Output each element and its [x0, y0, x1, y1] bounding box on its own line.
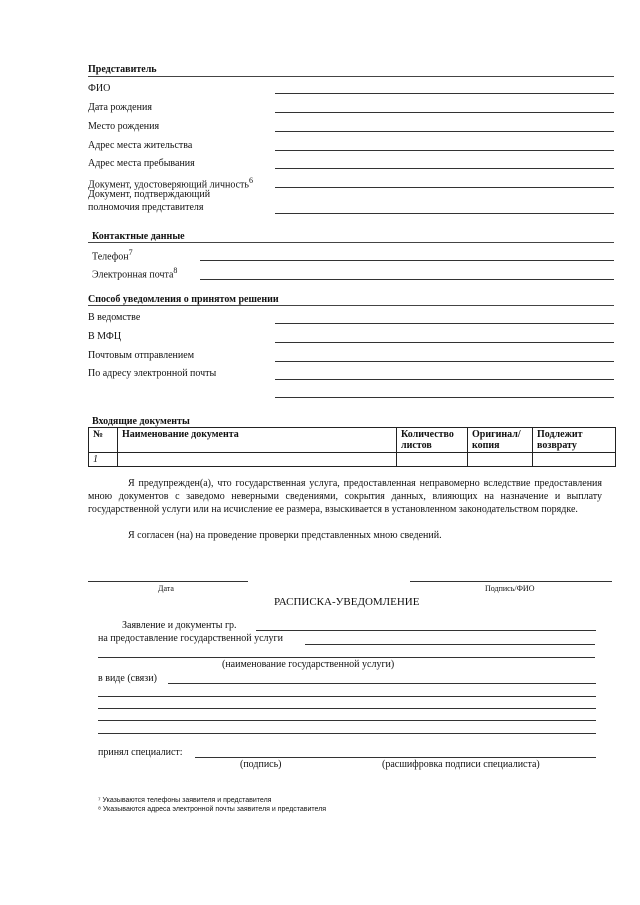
representative-heading: Представитель	[88, 64, 157, 75]
phone-text: Телефон	[92, 251, 129, 263]
email-field[interactable]	[200, 279, 614, 280]
service-name-caption: (наименование государственной услуги)	[222, 659, 395, 670]
date-caption: Дата	[158, 584, 174, 593]
specialist-field[interactable]	[195, 757, 596, 758]
id-document-text: Документ, удостоверяющий личность	[88, 179, 249, 191]
table-cell[interactable]	[397, 453, 468, 467]
consent-paragraph: Я согласен (на) на проведение проверки представленных мною сведений.	[128, 530, 442, 541]
incoming-docs-heading: Входящие документы	[92, 416, 190, 427]
notify-email-field[interactable]	[275, 379, 614, 380]
notify-email-field-2[interactable]	[275, 397, 614, 398]
notification-heading: Способ уведомления о принятом решении	[88, 294, 279, 305]
specialist-sign-caption: (подпись)	[240, 759, 282, 770]
notify-mfc-field[interactable]	[275, 342, 614, 343]
col-doc-name: Наименование документа	[118, 428, 397, 453]
col-number: №	[89, 428, 118, 453]
notify-option-mfc: В МФЦ	[88, 331, 122, 342]
specialist-decode-caption: (расшифровка подписи специалиста)	[382, 759, 540, 770]
receipt-applicant-label: Заявление и документы гр.	[122, 620, 237, 631]
table-header-row	[89, 428, 616, 453]
fio-label: ФИО	[88, 83, 111, 94]
notify-option-email: По адресу электронной почты	[88, 368, 217, 379]
id-document-field[interactable]	[275, 187, 614, 188]
table-cell[interactable]	[468, 453, 533, 467]
authority-doc-label-1: Документ, подтверждающий	[88, 189, 211, 200]
signature-caption: Подпись/ФИО	[485, 584, 535, 593]
form-field-4[interactable]	[98, 720, 596, 721]
notify-option-post: Почтовым отправлением	[88, 350, 195, 361]
phone-label	[92, 248, 133, 262]
service-field-2[interactable]	[98, 657, 595, 658]
col-sheet-count: Количество листов	[397, 428, 468, 453]
footnote-ref-6: 6	[248, 176, 253, 185]
footnote-ref-7: 7	[128, 248, 133, 257]
table-row	[89, 453, 616, 467]
form-field-5[interactable]	[98, 733, 596, 734]
form-field-3[interactable]	[98, 708, 596, 709]
authority-doc-field[interactable]	[275, 213, 614, 214]
birth-date-label: Дата рождения	[88, 102, 152, 113]
signature-field[interactable]	[410, 581, 612, 582]
table-cell[interactable]: 1	[89, 453, 118, 467]
stay-address-label: Адрес места пребывания	[88, 158, 195, 169]
residence-address-field[interactable]	[275, 150, 614, 151]
birth-date-field[interactable]	[275, 112, 614, 113]
service-field[interactable]	[305, 644, 595, 645]
notify-agency-field[interactable]	[275, 323, 614, 324]
form-field-2[interactable]	[98, 696, 596, 697]
form-field[interactable]	[168, 683, 596, 684]
applicant-name-field[interactable]	[256, 630, 596, 631]
receipt-form-label: в виде (связи)	[98, 673, 157, 684]
col-original-copy: Оригинал/копия	[468, 428, 533, 453]
footnote-ref-8: 8	[173, 266, 178, 275]
notify-post-field[interactable]	[275, 361, 614, 362]
authority-doc-label-2: полномочия представителя	[88, 202, 204, 213]
section-divider	[88, 76, 614, 77]
email-text: Электронная почта	[92, 269, 174, 281]
birth-place-label: Место рождения	[88, 121, 160, 132]
email-label	[92, 266, 177, 280]
col-return: Подлежит возврату	[533, 428, 616, 453]
notify-option-agency: В ведомстве	[88, 312, 141, 323]
warning-paragraph: Я предупрежден(а), что государственная услуга, предоставленная неправомерно вследствие предоставления мною документов с заведомо неверными сведениями, сокрытия данных, влияющих на назначение и выплату государственной услуги или на исчисление ее размера, взыскивается в установленном законодательством порядке.	[88, 478, 602, 515]
section-divider	[88, 305, 614, 306]
residence-address-label: Адрес места жительства	[88, 140, 193, 151]
receipt-service-label: на предоставление государственной услуги	[98, 633, 283, 644]
section-divider	[88, 242, 614, 243]
stay-address-field[interactable]	[275, 168, 614, 169]
footnote-8: ⁸ Указываются адреса электронной почты заявителя и представителя	[98, 806, 327, 813]
incoming-docs-table	[88, 427, 616, 467]
footnote-7: ⁷ Указываются телефоны заявителя и представителя	[98, 797, 272, 804]
accepted-by-label: принял специалист:	[98, 747, 183, 758]
receipt-title: РАСПИСКА-УВЕДОМЛЕНИЕ	[274, 596, 420, 608]
contacts-heading: Контактные данные	[92, 231, 185, 242]
table-cell[interactable]	[118, 453, 397, 467]
table-cell[interactable]	[533, 453, 616, 467]
date-field[interactable]	[88, 581, 248, 582]
fio-field[interactable]	[275, 93, 614, 94]
phone-field[interactable]	[200, 260, 614, 261]
birth-place-field[interactable]	[275, 131, 614, 132]
